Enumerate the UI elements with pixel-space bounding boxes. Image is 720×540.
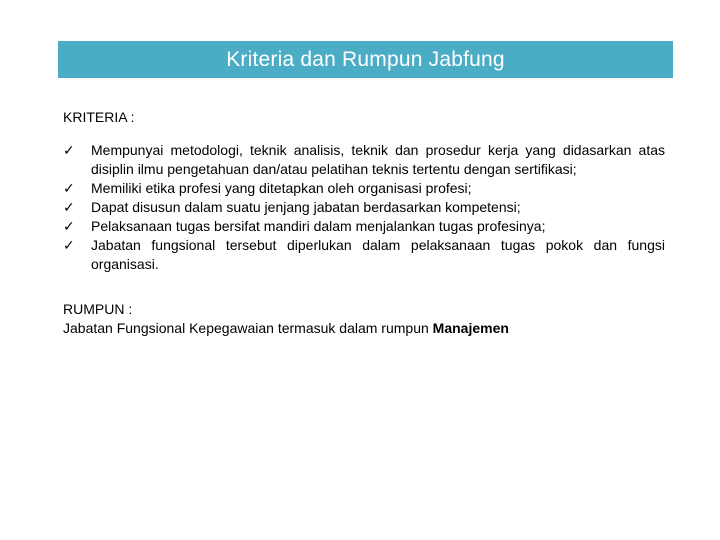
criteria-list	[63, 141, 665, 274]
rumpun-section	[63, 300, 665, 338]
criteria-text: Pelaksanaan tugas bersifat mandiri dalam menjalankan tugas profesinya;	[91, 218, 546, 234]
checkmark-icon: ✓	[63, 218, 75, 234]
content-body	[63, 108, 665, 338]
slide-title: Kriteria dan Rumpun Jabfung	[226, 47, 505, 71]
list-item	[63, 217, 665, 236]
checkmark-icon: ✓	[63, 142, 75, 158]
rumpun-heading: RUMPUN :	[63, 301, 133, 317]
list-item	[63, 198, 665, 217]
rumpun-text: Jabatan Fungsional Kepegawaian termasuk dalam rumpun	[63, 320, 429, 336]
criteria-text: Mempunyai metodologi, teknik analisis, teknik dan prosedur kerja yang didasarkan atas disiplin ilmu pengetahuan dan/atau pelatihan teknis tertentu dengan sertifikasi;	[91, 142, 665, 177]
rumpun-description	[63, 319, 665, 338]
criteria-heading: KRITERIA :	[63, 109, 135, 125]
criteria-text: Dapat disusun dalam suatu jenjang jabatan berdasarkan kompetensi;	[91, 199, 521, 215]
criteria-text: Memiliki etika profesi yang ditetapkan oleh organisasi profesi;	[91, 180, 472, 196]
list-item	[63, 236, 665, 274]
criteria-text: Jabatan fungsional tersebut diperlukan dalam pelaksanaan tugas pokok dan fungsi organisasi.	[91, 237, 665, 272]
checkmark-icon: ✓	[63, 180, 75, 196]
title-bar	[58, 41, 673, 78]
checkmark-icon: ✓	[63, 199, 75, 215]
list-item	[63, 141, 665, 179]
rumpun-category: Manajemen	[432, 320, 509, 336]
list-item	[63, 179, 665, 198]
checkmark-icon: ✓	[63, 237, 75, 253]
